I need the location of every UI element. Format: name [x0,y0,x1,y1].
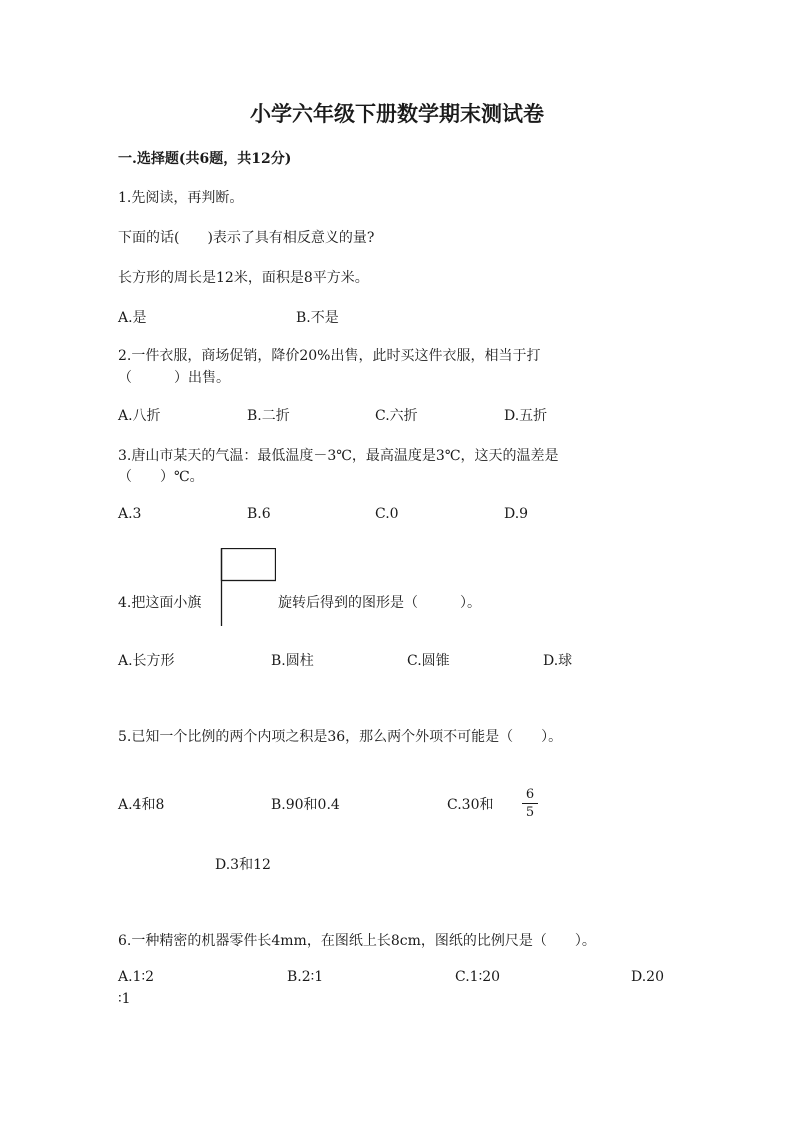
q2-option-c[interactable]: C.六折 [375,408,418,424]
flag-figure [220,548,276,626]
q5-option-a[interactable]: A.4和8 [118,797,165,813]
q3-stem-line1: 3.唐山市某天的气温：最低温度－3℃，最高温度是3℃，这天的温差是 [118,448,559,464]
page-title: 小学六年级下册数学期末测试卷 [250,101,544,126]
q2-stem-line2: （ ）出售。 [118,370,230,386]
q6-option-b[interactable]: B.2∶1 [287,969,324,985]
q1-stem: 1.先阅读，再判断。 [118,190,244,206]
q2-stem-line1: 2.一件衣服，商场促销，降价20%出售，此时买这件衣服，相当于打 [118,348,541,364]
section-heading: 一.选择题(共6题，共12分) [118,151,292,167]
fraction-numerator: 6 [525,787,535,802]
q6-option-d-continued: ∶1 [118,991,131,1007]
fraction-bar [522,803,538,804]
q6-stem: 6.一种精密的机器零件长4mm，在图纸上长8cm，图纸的比例尺是（ ）。 [118,933,596,949]
q3-option-b[interactable]: B.6 [247,506,271,522]
q4-stem-prefix: 4.把这面小旗 [118,595,202,611]
q2-option-d[interactable]: D.五折 [504,408,548,424]
q3-option-a[interactable]: A.3 [118,506,142,522]
q4-option-a[interactable]: A.长方形 [118,653,175,669]
q4-option-d[interactable]: D.球 [543,653,573,669]
q3-option-d[interactable]: D.9 [504,506,529,522]
q5-option-b[interactable]: B.90和0.4 [271,797,340,813]
q1-question: 下面的话( )表示了具有相反意义的量? [118,230,375,246]
q4-option-c[interactable]: C.圆锥 [407,653,450,669]
q3-stem-line2: （ ）℃。 [118,469,204,485]
q2-option-a[interactable]: A.八折 [118,408,161,424]
q1-statement: 长方形的周长是12米，面积是8平方米。 [118,270,369,286]
q4-stem-suffix: 旋转后得到的图形是（ ）。 [278,595,481,611]
q5-option-c-fraction [522,787,538,820]
q2-option-b[interactable]: B.二折 [247,408,290,424]
q5-stem: 5.已知一个比例的两个内项之积是36，那么两个外项不可能是（ ）。 [118,729,563,745]
q1-option-a[interactable]: A.是 [118,310,147,326]
q5-option-d[interactable]: D.3和12 [215,857,271,873]
q6-option-a[interactable]: A.1∶2 [118,969,155,985]
q3-option-c[interactable]: C.0 [375,506,399,522]
fraction-denominator: 5 [525,805,535,820]
q1-option-b[interactable]: B.不是 [296,310,339,326]
q4-option-b[interactable]: B.圆柱 [271,653,314,669]
q5-option-c[interactable]: C.30和 [447,797,494,813]
q6-option-d[interactable]: D.20 [631,969,664,985]
q6-option-c[interactable]: C.1∶20 [455,969,501,985]
